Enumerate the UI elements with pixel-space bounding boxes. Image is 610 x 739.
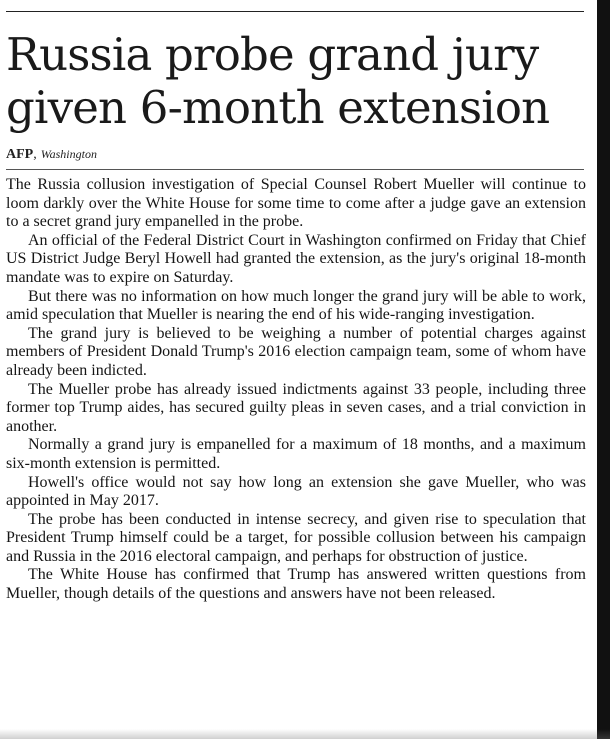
paragraph-3: But there was no information on how much longer the grand jury will be able to work, amid speculation that Mueller is nearing the end of his wide-ranging investigation.	[6, 287, 586, 324]
headline: Russia probe grand jury given 6-month extension	[6, 28, 550, 134]
bottom-shade	[0, 729, 610, 739]
article-body	[6, 176, 586, 604]
byline-agency: AFP	[6, 147, 34, 162]
article	[6, 28, 586, 604]
paragraph-5: The Mueller probe has already issued indictments against 33 people, including three former top Trump aides, has secured guilty pleas in seven cases, and a trial conviction in another.	[6, 380, 586, 435]
paragraph-6: Normally a grand jury is empanelled for a maximum of 18 months, and a maximum six-month extension is permitted.	[6, 436, 586, 472]
paragraph-2: An official of the Federal District Court in Washington confirmed on Friday that Chief US District Judge Beryl Howell had granted the extension, as the jury's original 18-month mandate was to expire on Saturday.	[6, 231, 586, 286]
paragraph-9: The White House has confirmed that Trump has answered written questions from Mueller, though details of the questions and answers have not been released.	[6, 566, 586, 603]
paragraph-4: The grand jury is believed to be weighing a number of potential charges against members of President Donald Trump's 2016 election campaign team, some of whom have already been indicted.	[6, 324, 586, 379]
byline-place: Washington	[40, 147, 97, 161]
top-rule	[6, 11, 584, 12]
paragraph-7: Howell's office would not say how long an extension she gave Mueller, who was appointed in May 2017.	[6, 473, 586, 510]
page-edge-bar	[597, 0, 610, 739]
byline-separator: ,	[33, 147, 37, 162]
paragraph-8: The probe has been conducted in intense secrecy, and given rise to speculation that President Trump himself could be a target, for possible collusion between his campaign and Russia in the 2016 electoral campaign, and perhaps for obstruction of justice.	[6, 510, 586, 565]
byline-rule	[6, 169, 584, 170]
byline	[6, 146, 586, 163]
paragraph-1: The Russia collusion investigation of Special Counsel Robert Mueller will continue to loom darkly over the White House for some time to come after a judge gave an extension to a secret grand jury empanelled in the probe.	[6, 176, 586, 231]
